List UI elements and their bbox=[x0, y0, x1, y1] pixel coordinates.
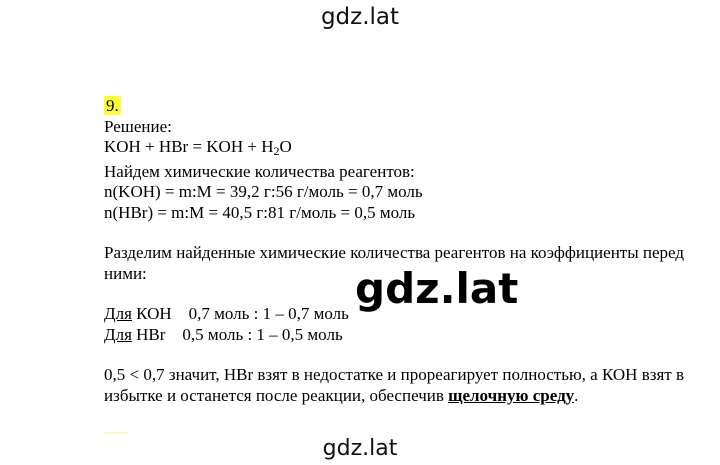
watermark-middle: gdz.lat bbox=[355, 264, 519, 313]
solution-label: Решение: bbox=[104, 116, 172, 136]
find-amounts-line: Найдем химические количества реагентов: bbox=[104, 161, 415, 181]
conclusion-text: 0,5 < 0,7 значит, HBr взят в недостатке и прореагирует полностью, а КОН взят в избытке и останется после реакции, обеспечив bbox=[104, 365, 684, 405]
koh-amount-line: n(KOH) = m:M = 39,2 г:56 г/моль = 0,7 моль bbox=[104, 182, 423, 201]
conclusion-emphasis: щелочную среду bbox=[448, 385, 575, 405]
conclusion-paragraph bbox=[104, 365, 684, 406]
hbr-ratio-label: Для bbox=[104, 324, 132, 344]
problem-number-highlight: 9. bbox=[106, 96, 119, 115]
problem-number bbox=[104, 96, 684, 117]
faint-highlight-mark bbox=[104, 432, 128, 434]
equation-right: O bbox=[279, 137, 292, 156]
equation-left: KOH + HBr = KOH + H bbox=[104, 137, 274, 156]
divide-paragraph: Разделим найденные химические количества реагентов на коэффициенты перед ними: bbox=[104, 243, 685, 283]
hbr-ratio-value: HBr 0,5 моль : 1 – 0,5 моль bbox=[131, 324, 343, 344]
solution-document bbox=[104, 96, 684, 406]
equation-subscript: 2 bbox=[273, 144, 280, 158]
hbr-amount-line: n(HBr) = m:M = 40,5 г:81 г/моль = 0,5 моль bbox=[104, 202, 416, 222]
watermark-bottom: gdz.lat bbox=[322, 436, 398, 461]
conclusion-end: . bbox=[574, 385, 579, 405]
hbr-ratio-line bbox=[104, 325, 684, 346]
watermark-top: gdz.lat bbox=[320, 4, 400, 30]
koh-ratio-value: КОН 0,7 моль : 1 – 0,7 моль bbox=[131, 304, 349, 323]
reaction-equation bbox=[104, 137, 684, 162]
koh-ratio-label: Для bbox=[104, 304, 132, 323]
